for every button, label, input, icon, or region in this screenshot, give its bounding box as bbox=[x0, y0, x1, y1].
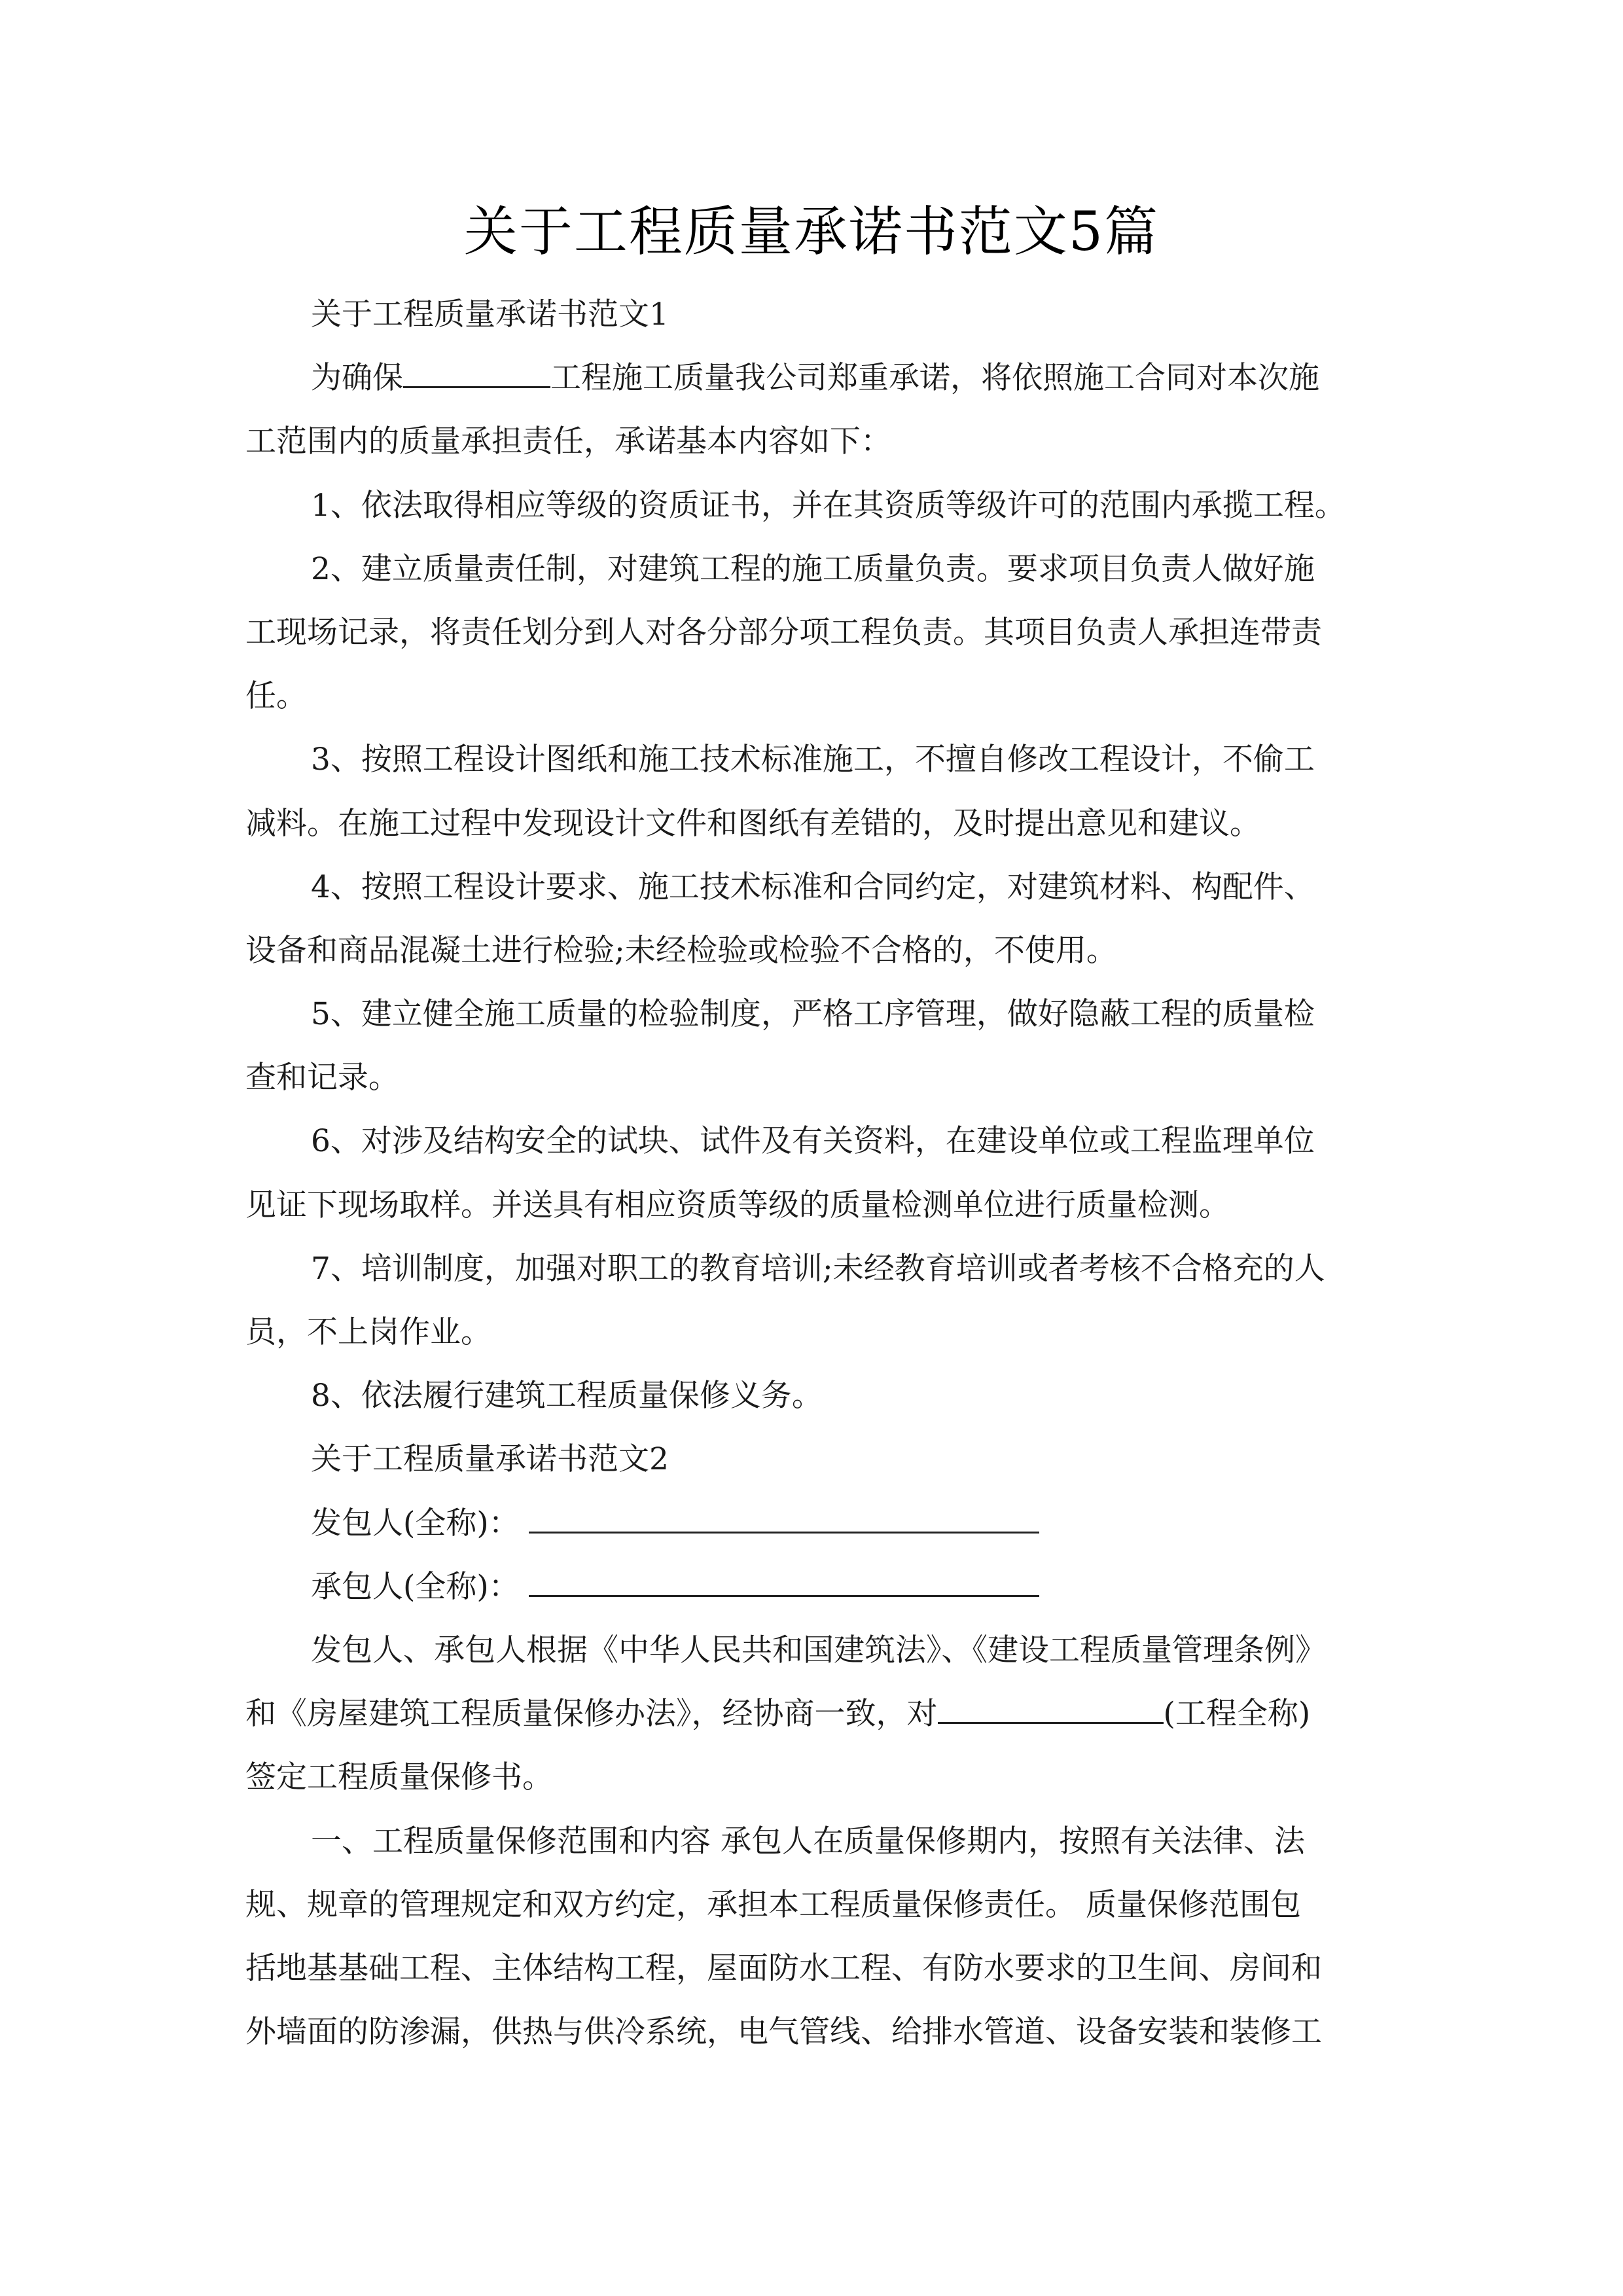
employer-label: 发包人(全称)： bbox=[311, 1505, 520, 1541]
item-5-line-2: 查和记录。 bbox=[245, 1060, 399, 1096]
intro-line-1 bbox=[245, 346, 1381, 410]
para2-line-3: 括地基基础工程、主体结构工程，屋面防水工程、有防水要求的卫生间、房间和 bbox=[245, 1950, 1322, 1986]
item-6-line-2: 见证下现场取样。并送具有相应资质等级的质量检测单位进行质量检测。 bbox=[245, 1187, 1230, 1223]
item-4-line-1: 4、按照工程设计要求、施工技术标准和合同约定，对建筑材料、构配件、 bbox=[311, 869, 1315, 905]
document-title: 关于工程质量承诺书范文5篇 bbox=[463, 201, 1160, 263]
item-2-line-1: 2、建立质量责任制，对建筑工程的施工质量负责。要求项目负责人做好施 bbox=[311, 550, 1315, 587]
para1-line-2 bbox=[245, 1682, 1381, 1746]
item-2-line-2: 工现场记录，将责任划分到人对各分部分项工程负责。其项目负责人承担连带责 bbox=[245, 614, 1322, 651]
item-3-line-1: 3、按照工程设计图纸和施工技术标准施工，不擅自修改工程设计，不偷工 bbox=[311, 742, 1315, 778]
para2-line-1: 一、工程质量保修范围和内容 承包人在质量保修期内，按照有关法律、法 bbox=[311, 1823, 1305, 1859]
item-7-line-2: 员，不上岗作业。 bbox=[245, 1314, 491, 1350]
para2-line-2: 规、规章的管理规定和双方约定，承担本工程质量保修责任。 质量保修范围包 bbox=[245, 1886, 1301, 1923]
para1-line-3: 签定工程质量保修书。 bbox=[245, 1759, 553, 1796]
project-name-blank bbox=[403, 386, 550, 388]
section-heading-1: 关于工程质量承诺书范文1 bbox=[311, 296, 669, 332]
item-7-line-1: 7、培训制度，加强对职工的教育培训;未经教育培训或者考核不合格充的人 bbox=[311, 1250, 1325, 1287]
item-8-line-1: 8、依法履行建筑工程质量保修义务。 bbox=[311, 1378, 823, 1414]
para2-line-4: 外墙面的防渗漏，供热与供冷系统，电气管线、给排水管道、设备安装和装修工 bbox=[245, 2014, 1322, 2051]
item-6-line-1: 6、对涉及结构安全的试块、试件及有关资料，在建设单位或工程监理单位 bbox=[311, 1123, 1315, 1160]
contractor-blank bbox=[529, 1594, 1039, 1597]
intro-line-2: 工范围内的质量承担责任，承诺基本内容如下： bbox=[245, 423, 891, 460]
para1-line-1: 发包人、承包人根据《中华人民共和国建筑法》、《建设工程质量管理条例》 bbox=[311, 1632, 1326, 1668]
employer-field bbox=[245, 1492, 1381, 1555]
project-fullname-blank bbox=[938, 1721, 1164, 1724]
section-heading-2: 关于工程质量承诺书范文2 bbox=[311, 1441, 669, 1478]
document-body bbox=[245, 283, 1381, 2064]
employer-blank bbox=[529, 1531, 1039, 1534]
item-1-line-1: 1、依法取得相应等级的资质证书，并在其资质等级许可的范围内承揽工程。 bbox=[311, 487, 1346, 524]
item-5-line-1: 5、建立健全施工质量的检验制度，严格工序管理，做好隐蔽工程的质量检 bbox=[311, 996, 1315, 1033]
item-3-line-2: 减料。在施工过程中发现设计文件和图纸有差错的，及时提出意见和建议。 bbox=[245, 805, 1260, 842]
para1-line-2-after: (工程全称) bbox=[1163, 1696, 1311, 1732]
item-4-line-2: 设备和商品混凝土进行检验;未经检验或检验不合格的，不使用。 bbox=[245, 932, 1117, 969]
intro-after-blank: 工程施工质量我公司郑重承诺，将依照施工合同对本次施 bbox=[550, 360, 1319, 397]
para1-line-2-before: 和《房屋建筑工程质量保修办法》，经协商一致，对 bbox=[245, 1696, 938, 1732]
contractor-label: 承包人(全称)： bbox=[311, 1568, 520, 1605]
intro-before-blank: 为确保 bbox=[311, 360, 403, 397]
item-2-line-3: 任。 bbox=[245, 678, 307, 715]
contractor-field bbox=[245, 1555, 1381, 1619]
